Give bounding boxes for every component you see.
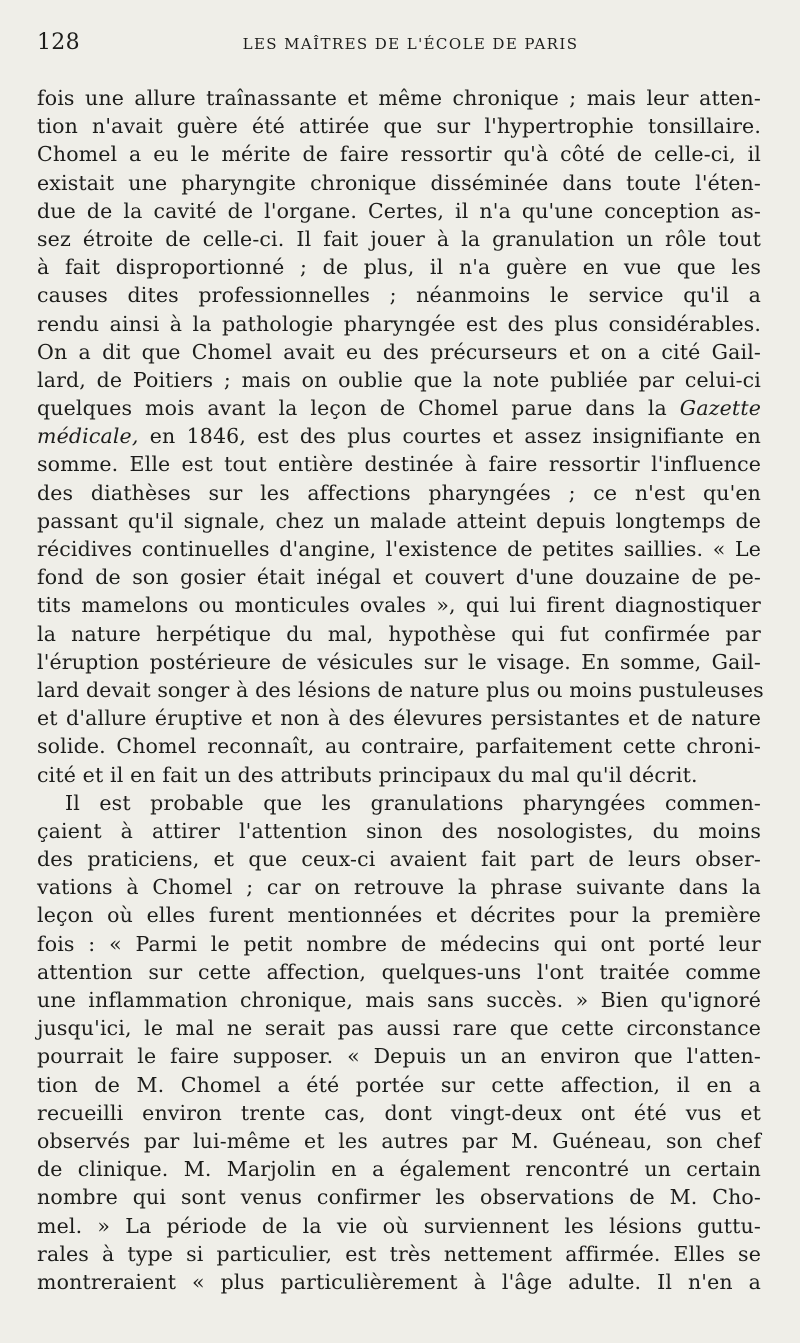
text-line: pourrait le faire supposer. « Depuis un an environ que l'atten- <box>37 1044 761 1069</box>
text-line: rendu ainsi à la pathologie pharyngée est des plus considérables. <box>37 311 761 336</box>
journal-title: Gazette <box>679 396 761 421</box>
text-line: çaient à attirer l'attention sinon des nosologistes, du moins <box>37 818 761 843</box>
text-line <box>37 394 761 422</box>
text-line: montreraient « plus particulièrement à l'âge adulte. Il n'en a <box>37 1269 761 1294</box>
text-line: vations à Chomel ; car on retrouve la phrase suivante dans la <box>37 875 761 900</box>
text-line: fois : « Parmi le petit nombre de médecins qui ont porté leur <box>37 931 761 956</box>
text-line-segment: quelques mois avant la leçon de Chomel parue dans la <box>37 396 667 421</box>
text-line: attention sur cette affection, quelques-uns l'ont traitée comme <box>37 959 761 984</box>
text-line: lard, de Poitiers ; mais on oublie que la note publiée par celui-ci <box>37 367 761 392</box>
text-line: due de la cavité de l'organe. Certes, il n'a qu'une conception as- <box>37 198 761 223</box>
text-line: solide. Chomel reconnaît, au contraire, parfaitement cette chroni- <box>37 734 761 759</box>
text-line: cité et il en fait un des attributs principaux du mal qu'il décrit. <box>37 762 698 787</box>
text-line: récidives continuelles d'angine, l'existence de petites saillies. « Le <box>37 537 761 561</box>
text-line: observés par lui-même et les autres par M. Guéneau, son chef <box>37 1128 761 1153</box>
text-line: sez étroite de celle-ci. Il fait jouer à la granulation un rôle tout <box>37 226 761 251</box>
text-line: lard devait songer à des lésions de nature plus ou moins pustuleuses <box>37 677 764 702</box>
text-line: causes dites professionnelles ; néanmoins le service qu'il a <box>37 283 761 308</box>
page-header <box>37 30 760 64</box>
text-line: Chomel a eu le mérite de faire ressortir qu'à côté de celle-ci, il <box>37 142 761 167</box>
text-line: fois une allure traînassante et même chronique ; mais leur atten- <box>37 86 761 110</box>
text-line: des diathèses sur les affections pharyngées ; ce n'est qu'en <box>37 480 761 505</box>
text-line: mel. » La période de la vie où surviennent les lésions guttu- <box>37 1213 761 1238</box>
text-line: de clinique. M. Marjolin en a également rencontré un certain <box>37 1157 761 1182</box>
text-line: une inflammation chronique, mais sans succès. » Bien qu'ignoré <box>37 988 761 1012</box>
text-line: tion de M. Chomel a été portée sur cette affection, il en a <box>37 1072 761 1097</box>
text-line: leçon où elles furent mentionnées et décrites pour la première <box>37 903 761 928</box>
text-line: fond de son gosier était inégal et couvert d'une douzaine de pe- <box>37 565 761 590</box>
text-line: recueilli environ trente cas, dont vingt-deux ont été vus et <box>37 1100 761 1125</box>
text-line: tits mamelons ou monticules ovales », qui lui firent diagnostiquer <box>37 593 761 618</box>
text-line: la nature herpétique du mal, hypothèse qui fut confirmée par <box>37 621 761 646</box>
text-line: rales à type si particulier, est très nettement affirmée. Elles se <box>37 1241 761 1266</box>
text-line: à fait disproportionné ; de plus, il n'a guère en vue que les <box>37 255 761 280</box>
text-line: nombre qui sont venus confirmer les observations de M. Cho- <box>37 1185 761 1210</box>
text-line: somme. Elle est tout entière destinée à faire ressortir l'influence <box>37 452 761 477</box>
text-line: existait une pharyngite chronique disséminée dans toute l'éten- <box>37 170 761 195</box>
journal-title-continued: médicale, <box>37 424 139 449</box>
text-line-segment: en 1846, est des plus courtes et assez insignifiante en <box>149 424 762 449</box>
text-line: tion n'avait guère été attirée que sur l'hypertrophie tonsillaire. <box>37 114 761 139</box>
page-number: 128 <box>37 30 80 55</box>
text-line: passant qu'il signale, chez un malade atteint depuis longtemps de <box>37 508 761 533</box>
text-line: jusqu'ici, le mal ne serait pas aussi rare que cette circonstance <box>37 1016 761 1041</box>
text-line: On a dit que Chomel avait eu des précurseurs et on a cité Gail- <box>37 339 761 364</box>
text-line <box>37 422 761 450</box>
paragraph-start-line: Il est probable que les granulations pharyngées commen- <box>65 790 761 815</box>
text-line: et d'allure éruptive et non à des élevures persistantes et de nature <box>37 706 761 731</box>
body-text <box>37 84 764 1296</box>
text-line: des praticiens, et que ceux-ci avaient fait part de leurs obser- <box>37 847 761 872</box>
text-line: l'éruption postérieure de vésicules sur le visage. En somme, Gail- <box>37 649 761 674</box>
running-title: LES MAÎTRES DE L'ÉCOLE DE PARIS <box>242 35 579 53</box>
